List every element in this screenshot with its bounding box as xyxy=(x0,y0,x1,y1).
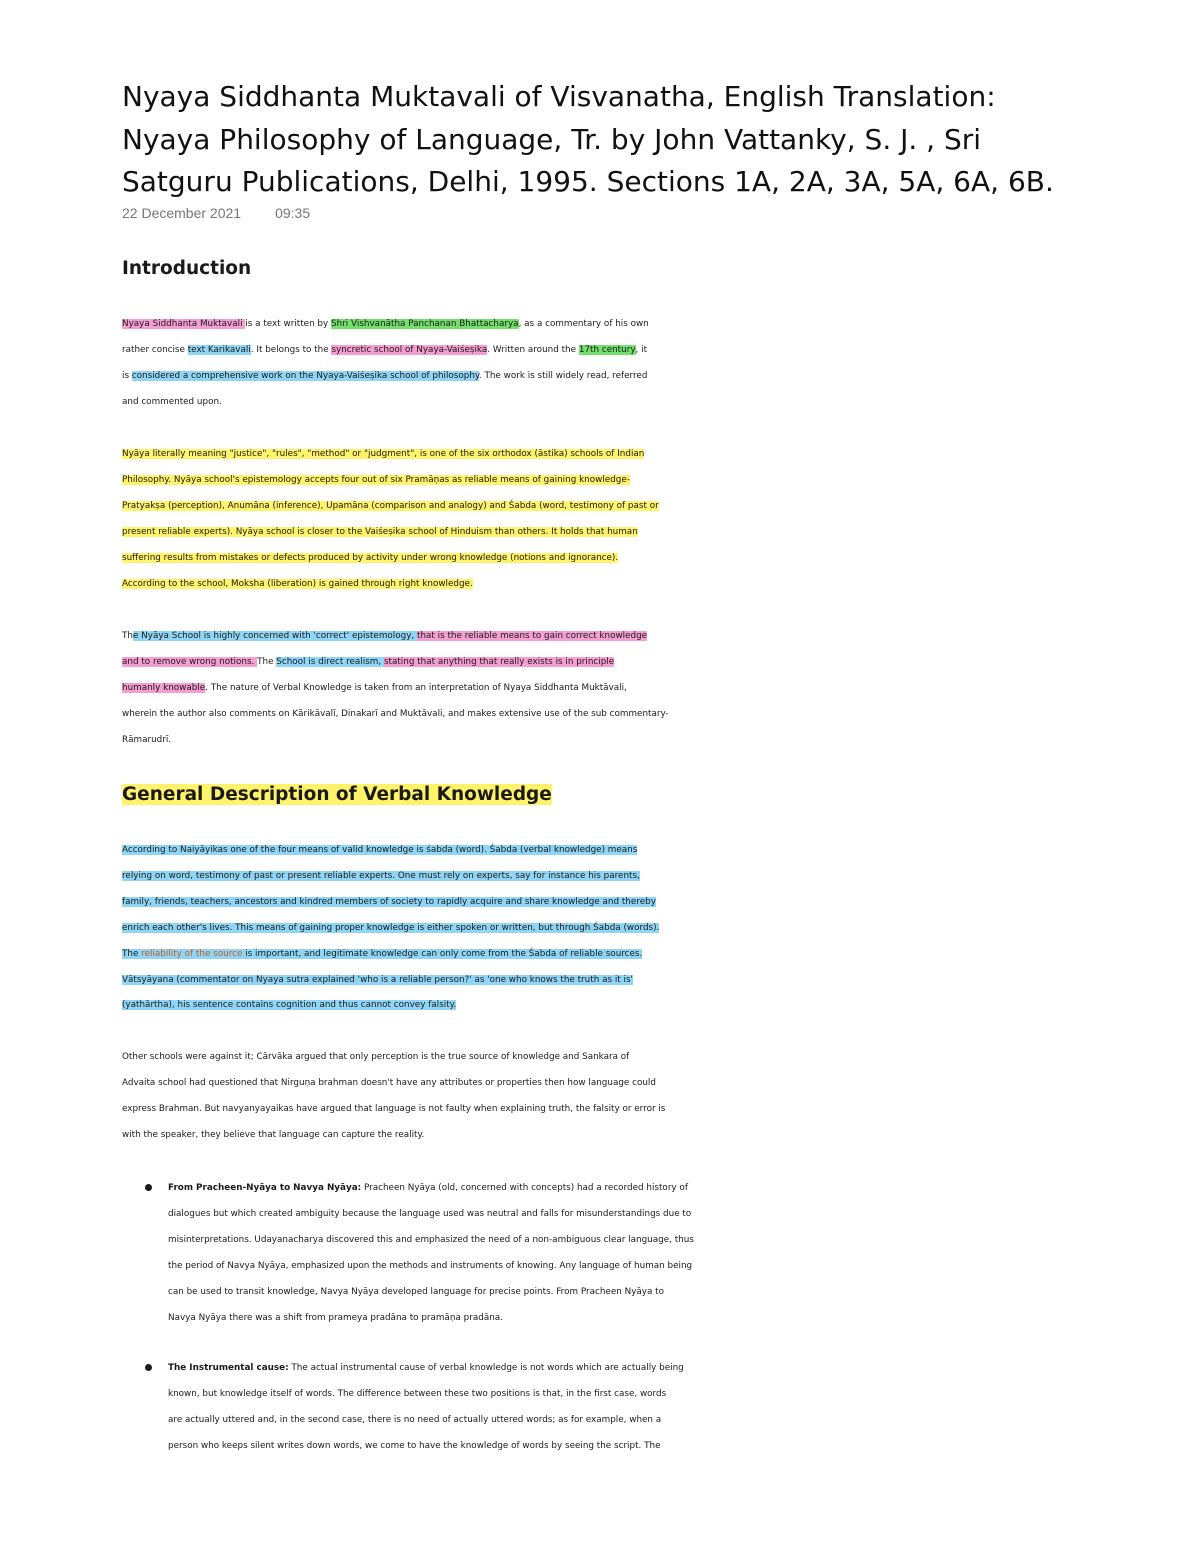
text-run: is xyxy=(122,370,132,381)
highlight-blue: text Karikavali xyxy=(187,344,251,355)
highlight-blue: According to Naiyāyikas one of the four means of valid knowledge is śabda (word). Śabda (verbal knowledge) means xyxy=(122,845,638,855)
text-run: , as a commentary of his own xyxy=(518,319,649,329)
text-line xyxy=(122,916,1186,942)
highlight-blue: considered a comprehensive work on the Nyaya-Vaiśeṣika school of philosophy xyxy=(131,370,479,381)
highlight-blue: School is direct realism, xyxy=(276,656,384,667)
text-run: . The nature of Verbal Knowledge is taken from an interpretation of Nyaya Siddhanta Muktāvali, xyxy=(205,682,627,693)
text-line: can be used to transit knowledge, Navya Nyāya developed language for precise points. From Pracheen Nyāya to xyxy=(168,1286,665,1297)
text-line xyxy=(122,676,1186,702)
highlight-blue xyxy=(122,949,642,959)
highlight-yellow: Nyāya literally meaning "justice", "rules", "method" or "judgment", is one of the six orthodox (āstika) schools of Indian xyxy=(122,449,645,459)
text-line xyxy=(122,338,1186,364)
text-line xyxy=(122,890,1186,916)
highlight-pink: humanly knowable xyxy=(122,682,206,693)
bullet-icon xyxy=(145,1184,152,1191)
highlight-yellow: suffering results from mistakes or defects produced by activity under wrong knowledge (notions and ignorance). xyxy=(122,552,619,563)
highlight-blue: enrich each other's lives. This means of gaining proper knowledge is either spoken or written, but through Śabda (words). xyxy=(122,922,660,933)
highlight-pink: Nyaya Siddhanta Muktavali xyxy=(122,319,246,329)
highlight-pink: stating that anything that really exists is in principle xyxy=(383,656,615,667)
highlight-blue: relying on word, testimony of past or present reliable experts. One must rely on experts, say for instance his parents, xyxy=(122,870,640,881)
page-timestamp xyxy=(122,205,310,221)
text-run: . It belongs to the xyxy=(250,344,332,355)
text-line: Advaita school had questioned that Nirguṇa brahman doesn't have any attributes or properties then how language could xyxy=(122,1077,656,1088)
text-line xyxy=(122,364,1186,390)
highlight-yellow: According to the school, Moksha (liberation) is gained through right knowledge. xyxy=(122,578,473,589)
highlight-blue: e Nyāya School is highly concerned with 'correct' epistemology, xyxy=(132,631,417,641)
text-run: . The work is still widely read, referred xyxy=(478,370,648,381)
highlight-green: 17th century xyxy=(578,344,636,355)
text-line xyxy=(122,993,1186,1019)
list-item xyxy=(122,1356,1200,1460)
text-line: express Brahman. But navyanyayaikas have argued that language is not faulty when explaining truth, the falsity or error is xyxy=(122,1103,666,1114)
text-line xyxy=(122,864,1186,890)
highlight-blue: family, friends, teachers, ancestors and kindred members of society to rapidly acquire and share knowledge and thereby xyxy=(122,896,656,907)
title-line: Nyaya Philosophy of Language, Tr. by John Vattanky, S. J. , Sri xyxy=(122,122,982,156)
text-line xyxy=(168,1356,1200,1382)
page-date: 22 December 2021 xyxy=(122,205,242,221)
highlight-yellow: present reliable experts). Nyāya school is closer to the Vaiśeṣika school of Hinduism than others. It holds that human xyxy=(122,526,638,537)
general-paragraph-1 xyxy=(122,838,1186,1019)
text-run: , it xyxy=(635,344,648,355)
text-line: the period of Navya Nyāya, emphasized upon the methods and instruments of knowing. Any language of human being xyxy=(168,1260,693,1271)
page-time: 09:35 xyxy=(275,205,311,221)
text-line: dialogues but which created ambiguity because the language used was neutral and falls for misunderstandings due to xyxy=(168,1208,692,1219)
text-line xyxy=(122,312,1186,338)
highlight-blue: Vātsyāyana (commentator on Nyaya sutra explained 'who is a reliable person?' as 'one who knows the truth as it is' xyxy=(122,974,633,985)
bullet-term: From Pracheen-Nyāya to Navya Nyāya: xyxy=(168,1183,362,1193)
list-item xyxy=(122,1176,1200,1331)
bullet-term: The Instrumental cause: xyxy=(168,1363,289,1374)
text-line xyxy=(122,624,1186,650)
text-line xyxy=(122,650,1186,676)
text-line xyxy=(122,520,1186,546)
text-run: The actual instrumental cause of verbal knowledge is not words which are actually being xyxy=(288,1363,684,1374)
section-heading-introduction: Introduction xyxy=(122,258,252,279)
bullet-list xyxy=(122,1176,1186,1460)
title-line: Nyaya Siddhanta Muktavali of Visvanatha, English Translation: xyxy=(122,80,996,113)
bullet-icon xyxy=(145,1364,152,1371)
intro-paragraph-2 xyxy=(122,442,1186,597)
text-line xyxy=(122,968,1186,994)
text-line: and commented upon. xyxy=(122,396,222,407)
intro-paragraph-3 xyxy=(122,624,1186,754)
general-paragraph-2 xyxy=(122,1045,1186,1149)
text-run: Pracheen Nyāya (old, concerned with concepts) had a recorded history of xyxy=(361,1183,688,1193)
intro-paragraph-1 xyxy=(122,312,1186,416)
highlight-yellow: Pratyakṣa (perception), Anumāna (inference), Upamāna (comparison and analogy) and Śabda (word, testimony of past or xyxy=(122,500,659,511)
section-heading-general-description xyxy=(122,784,552,805)
text-line: known, but knowledge itself of words. The difference between these two positions is that, in the first case, words xyxy=(168,1389,667,1400)
text-line: wherein the author also comments on Kārikāvalī, Dinakarī and Muktāvali, and makes extensive use of the sub commentary- xyxy=(122,708,669,719)
text-line xyxy=(168,1176,1200,1202)
text-run: The xyxy=(122,948,142,959)
highlight-pink: syncretic school of Nyaya-Vaiśeṣika xyxy=(331,344,488,355)
text-line: are actually uttered and, in the second case, there is no need of actually uttered words; as for example, when a xyxy=(168,1415,662,1426)
text-run: rather concise xyxy=(122,344,188,355)
highlight-pink: and to remove wrong notions. xyxy=(122,656,258,667)
text-line xyxy=(122,942,1186,968)
text-line: Navya Nyāya there was a shift from prameya pradāna to pramāṇa pradāna. xyxy=(168,1312,503,1323)
text-line: with the speaker, they believe that language can capture the reality. xyxy=(122,1129,425,1140)
highlight-yellow: General Description of Verbal Knowledge xyxy=(122,784,552,805)
text-line: person who keeps silent writes down words, we come to have the knowledge of words by seeing the script. The xyxy=(168,1441,661,1452)
text-run: The xyxy=(257,656,277,667)
title-line: Satguru Publications, Delhi, 1995. Sections 1A, 2A, 3A, 5A, 6A, 6B. xyxy=(122,165,1054,198)
text-run: Th xyxy=(122,631,133,641)
text-line xyxy=(122,572,1186,598)
source-link[interactable]: reliability of the source xyxy=(141,948,243,959)
text-line xyxy=(122,546,1186,572)
text-line: misinterpretations. Udayanacharya discovered this and emphasized the need of a non-ambiguous clear language, thus xyxy=(168,1234,694,1245)
highlight-pink: that is the reliable means to gain correct knowledge xyxy=(417,631,648,641)
highlight-green: Shri Vishvanātha Panchanan Bhattacharya xyxy=(331,319,519,329)
text-line xyxy=(122,494,1186,520)
highlight-blue: (yathārtha), his sentence contains cognition and thus cannot convey falsity. xyxy=(122,1000,457,1011)
page-title xyxy=(122,76,1122,204)
text-run: is a text written by xyxy=(245,319,332,329)
text-line xyxy=(122,838,1186,864)
highlight-yellow: Philosophy. Nyāya school's epistemology accepts four out of six Pramāṇas as reliable means of gaining knowledge- xyxy=(122,474,630,485)
text-line xyxy=(122,442,1186,468)
text-line: Other schools were against it; Cārvāka argued that only perception is the true source of knowledge and Sankara of xyxy=(122,1052,630,1062)
text-run: . Written around the xyxy=(487,344,579,355)
text-line: Rāmarudrī. xyxy=(122,734,172,745)
text-run: is important, and legitimate knowledge can only come from the Śabda of reliable sources. xyxy=(242,948,643,959)
text-line xyxy=(122,468,1186,494)
